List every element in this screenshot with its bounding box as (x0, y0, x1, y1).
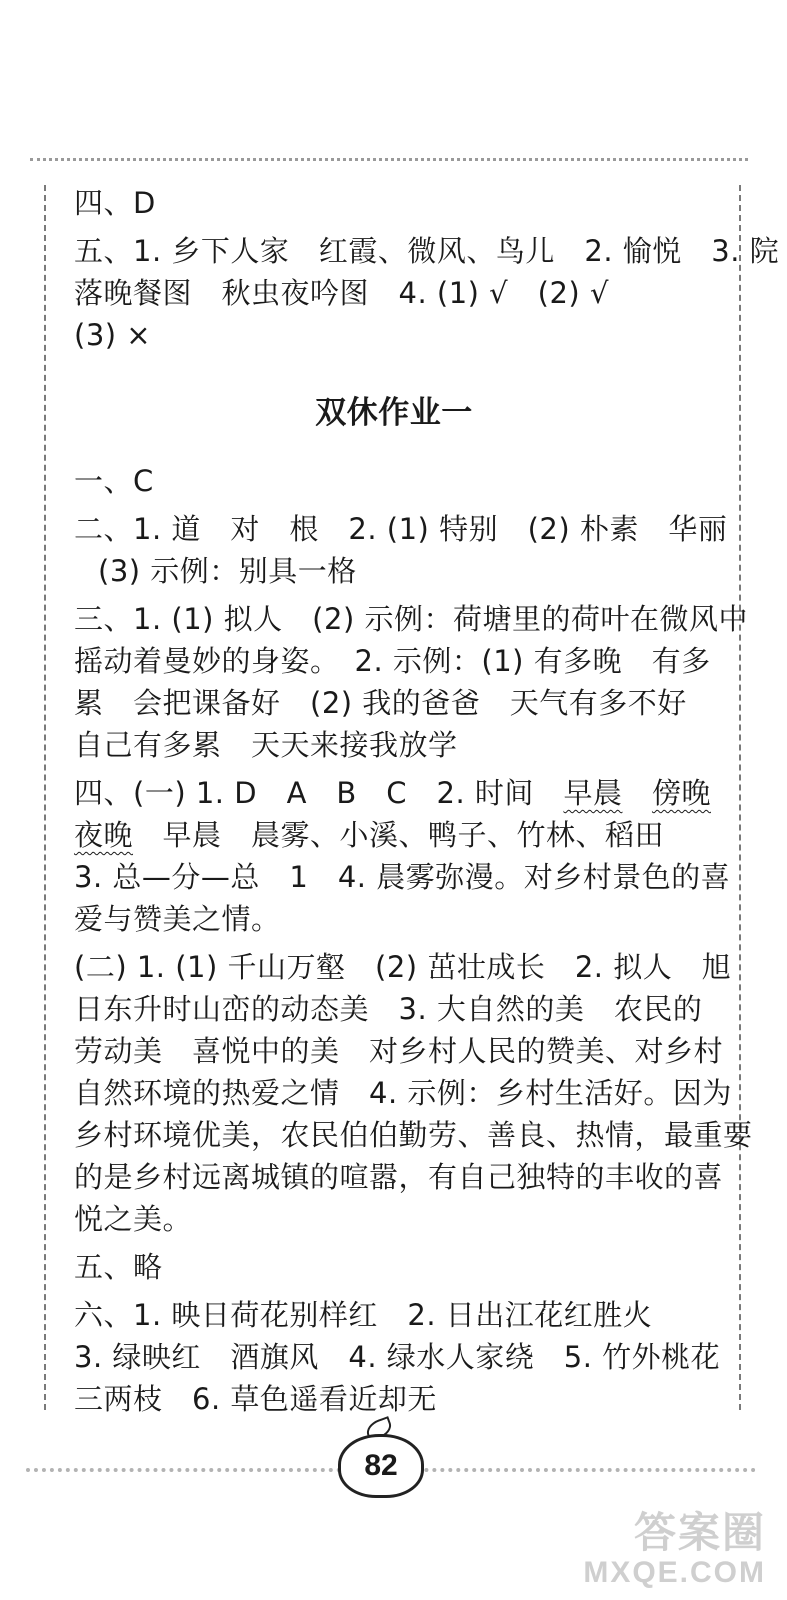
page-number: 82 (364, 1449, 398, 1482)
answer-line: 累 会把课备好 (2) 我的爸爸 天气有多不好 (74, 686, 687, 720)
wavy-underlined-word: 早晨 (563, 776, 623, 810)
page-number-badge (338, 1434, 424, 1498)
answer-line: 乡村环境优美，农民伯伯勤劳、善良、热情，最重要 (74, 1118, 753, 1152)
answer-line: 六、1. 映日荷花别样红 2. 日出江花红胜火 (74, 1298, 653, 1332)
answer-line: 的是乡村远离城镇的喧嚣，有自己独特的丰收的喜 (74, 1160, 724, 1194)
answer-line: 3. 总—分—总 1 4. 晨雾弥漫。对乡村景色的喜 (74, 860, 731, 894)
answer-line (74, 772, 714, 814)
answer-line: 五、1. 乡下人家 红霞、微风、鸟儿 2. 愉悦 3. 院 (74, 234, 780, 268)
answer-line: 劳动美 喜悦中的美 对乡村人民的赞美、对乡村 (74, 1034, 724, 1068)
answer-line: 3. 绿映红 酒旗风 4. 绿水人家绕 5. 竹外桃花 (74, 1340, 721, 1374)
top-dotted-divider (30, 158, 748, 161)
answer-line: 落晚餐图 秋虫夜吟图 4. (1) √ (2) √ (74, 276, 609, 310)
answer-line: 四、D (74, 186, 156, 220)
answer-line: 一、C (74, 464, 154, 498)
answer-content (74, 182, 780, 1420)
answer-text: 四、(一) 1. D A B C 2. 时间 (74, 776, 564, 810)
answer-line: (3) × (74, 318, 152, 352)
wavy-underlined-word: 夜晚 (74, 818, 134, 852)
wavy-underlined-word: 傍晚 (651, 776, 711, 810)
answer-line: (二) 1. (1) 千山万壑 (2) 茁壮成长 2. 拟人 旭 (74, 950, 732, 984)
answer-text: 早晨 晨雾、小溪、鸭子、竹林、稻田 (133, 818, 665, 852)
answer-line: 三两枝 6. 草色遥看近却无 (74, 1382, 437, 1416)
left-dashed-border (44, 185, 46, 1410)
answer-line: (3) 示例：别具一格 (98, 554, 357, 588)
answer-line: 五、略 (74, 1250, 163, 1284)
answer-line (74, 814, 714, 856)
watermark (560, 1500, 770, 1600)
watermark-logo-text: 答案圈 (633, 1509, 766, 1556)
answer-line: 摇动着曼妙的身姿。 2. 示例：(1) 有多晚 有多 (74, 644, 711, 678)
answer-line: 日东升时山峦的动态美 3. 大自然的美 农民的 (74, 992, 703, 1026)
watermark-url: MXQE.COM (583, 1556, 766, 1589)
spacer-text (622, 776, 652, 810)
right-dashed-border (739, 185, 741, 1410)
section-title: 双休作业一 (315, 395, 473, 431)
answer-line: 二、1. 道 对 根 2. (1) 特别 (2) 朴素 华丽 (74, 512, 728, 546)
answer-line: 悦之美。 (74, 1202, 193, 1236)
answer-line: 三、1. (1) 拟人 (2) 示例：荷塘里的荷叶在微风中 (74, 602, 748, 636)
answer-line: 自己有多累 天天来接我放学 (74, 728, 458, 762)
answer-line: 爱与赞美之情。 (74, 902, 281, 936)
answer-line: 自然环境的热爱之情 4. 示例：乡村生活好。因为 (74, 1076, 732, 1110)
